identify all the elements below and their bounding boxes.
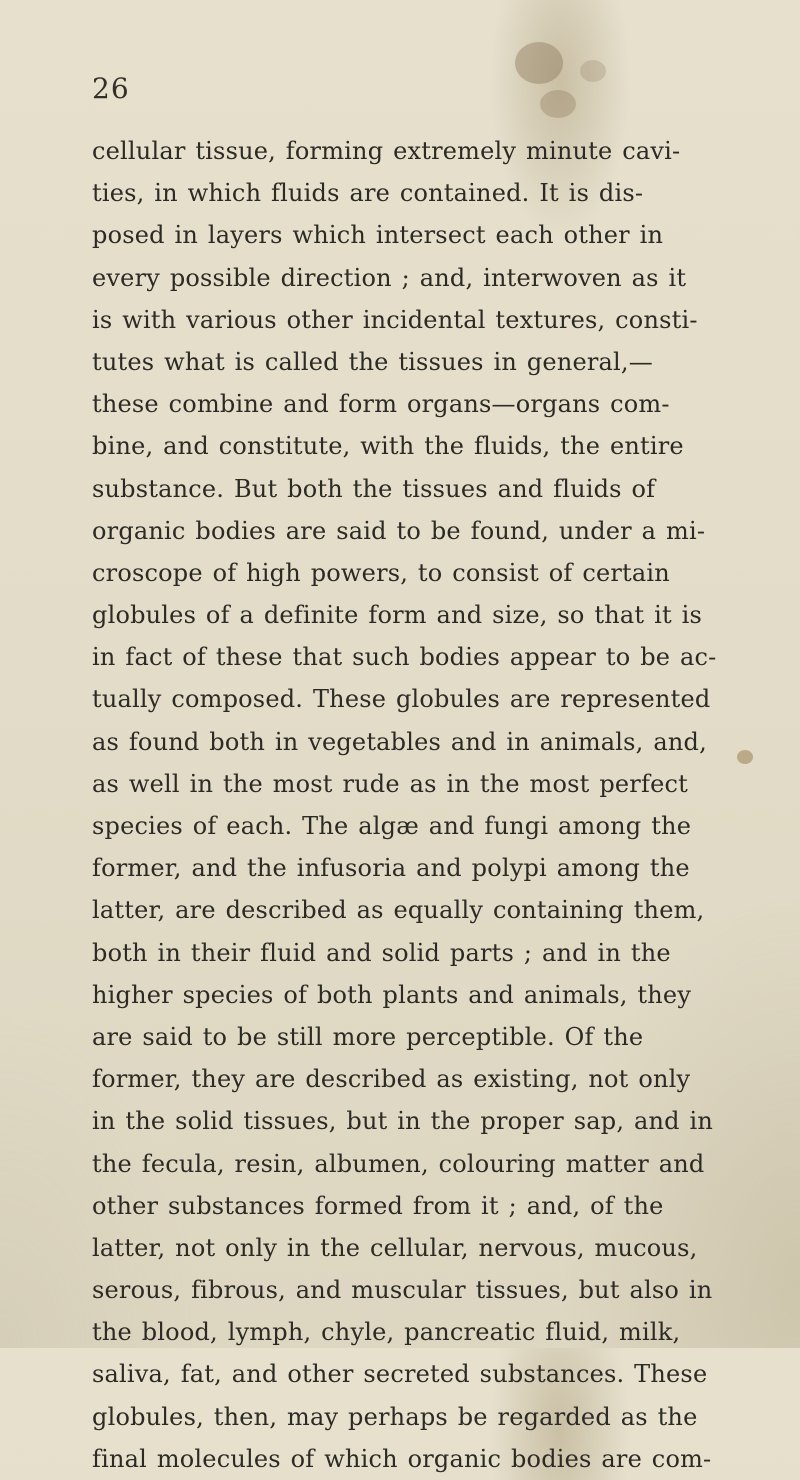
text-line: saliva, fat, and other secreted substances. These xyxy=(92,1360,708,1389)
text-line: organic bodies are said to be found, under a mi- xyxy=(92,516,706,545)
text-line: latter, are described as equally containing them, xyxy=(92,896,705,925)
text-line: posed in layers which intersect each other in xyxy=(92,221,664,250)
text-line: cellular tissue, forming extremely minute cavi- xyxy=(92,137,681,165)
text-line: bine, and constitute, with the fluids, the entire xyxy=(92,432,684,461)
text-line: in fact of these that such bodies appear to be ac- xyxy=(92,643,717,672)
page-number: 26 xyxy=(92,72,130,105)
paper-stain xyxy=(737,750,753,764)
text-line: serous, fibrous, and muscular tissues, but also in xyxy=(92,1276,713,1305)
text-line: latter, not only in the cellular, nervous, mucous, xyxy=(92,1233,698,1262)
text-line: these combine and form organs—organs com- xyxy=(92,390,670,419)
text-line: the fecula, resin, albumen, colouring matter and xyxy=(92,1149,705,1178)
text-line: former, and the infusoria and polypi among the xyxy=(92,854,690,883)
text-line: globules, then, may perhaps be regarded as the xyxy=(92,1402,698,1431)
text-line: both in their fluid and solid parts ; and in the xyxy=(92,938,671,967)
text-line: is with various other incidental textures, consti- xyxy=(92,305,698,334)
text-line: substance. But both the tissues and fluids of xyxy=(92,474,656,503)
paper-stain xyxy=(580,60,606,82)
text-line: croscope of high powers, to consist of certain xyxy=(92,558,670,587)
text-line: former, they are described as existing, not only xyxy=(92,1065,691,1094)
paper-stain xyxy=(540,90,576,118)
text-line: higher species of both plants and animals, they xyxy=(92,980,692,1009)
paper-stain xyxy=(515,42,563,84)
text-line: in the solid tissues, but in the proper sap, and in xyxy=(92,1107,714,1136)
text-line: the blood, lymph, chyle, pancreatic fluid, milk, xyxy=(92,1318,681,1347)
text-line: ties, in which fluids are contained. It is dis- xyxy=(92,179,644,208)
text-line: species of each. The algæ and fungi among the xyxy=(92,812,692,840)
body-text xyxy=(92,130,732,1480)
text-line: every possible direction ; and, interwoven as it xyxy=(92,263,687,292)
text-line: as well in the most rude as in the most perfect xyxy=(92,769,688,798)
text-line: as found both in vegetables and in animals, and, xyxy=(92,727,707,756)
text-line: are said to be still more perceptible. Of the xyxy=(92,1022,644,1051)
text-line: tutes what is called the tissues in general,— xyxy=(92,347,653,376)
text-line: globules of a definite form and size, so that it is xyxy=(92,601,703,630)
text-line: other substances formed from it ; and, of the xyxy=(92,1191,664,1220)
text-line: final molecules of which organic bodies are com- xyxy=(92,1444,712,1473)
text-line: tually composed. These globules are represented xyxy=(92,685,711,714)
